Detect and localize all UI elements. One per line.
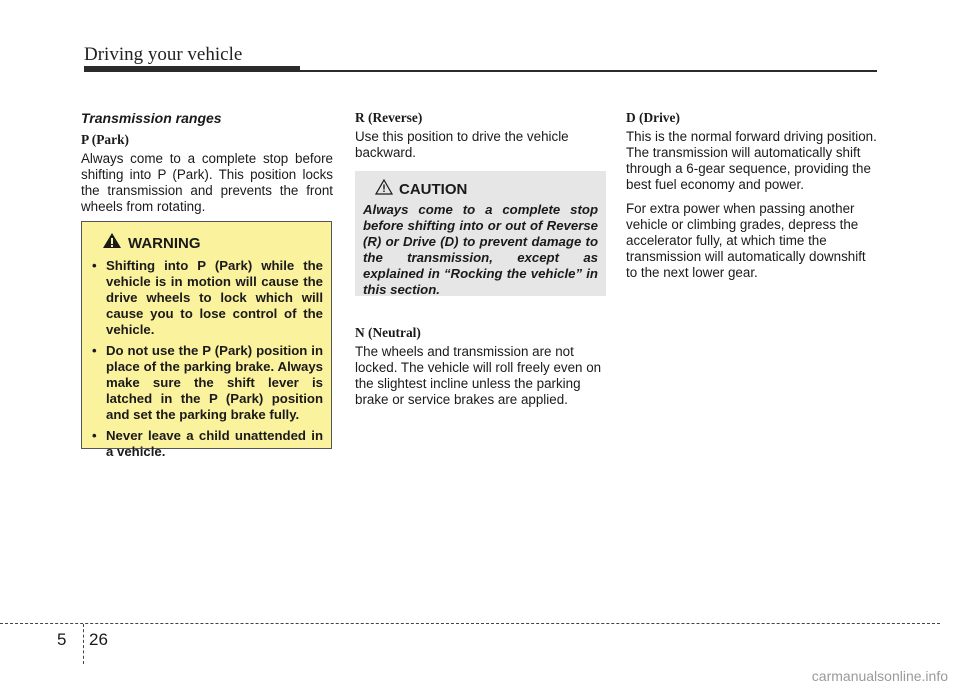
drive-heading: D (Drive): [626, 110, 680, 125]
warning-icon: [102, 232, 122, 254]
warning-list: [90, 258, 323, 460]
warning-box: [81, 221, 332, 459]
caution-text: Always come to a complete stop before shifting into or out of Reverse (R) or Drive (D) to prevent damage to the transmission, except as explained in “Rocking the vehicle” in this section.: [363, 202, 598, 297]
column-park: [81, 110, 333, 215]
neutral-heading: N (Neutral): [355, 325, 421, 340]
reverse-block: [355, 110, 607, 161]
chapter-number: 5: [57, 630, 67, 649]
reverse-heading: R (Reverse): [355, 110, 423, 125]
park-heading: P (Park): [81, 132, 129, 147]
page-header-title: Driving your vehicle: [84, 44, 243, 65]
caution-box: [355, 171, 606, 296]
neutral-block: [355, 325, 607, 408]
header-rule-thick: [84, 66, 300, 72]
caution-icon: [375, 179, 393, 200]
warning-label: WARNING: [128, 234, 201, 252]
watermark-text: carmanualsonline.info: [811, 668, 948, 684]
park-text: Always come to a complete stop before shifting into P (Park). This position locks the transmission and prevents the front wheels from rotating.: [81, 151, 333, 214]
column-drive: [626, 110, 878, 281]
warning-item: • Do not use the P (Park) position in place of the parking brake. Always make sure the shift lever is latched in the P (Park) position and set the parking brake fully.: [90, 343, 323, 423]
caution-header: [375, 179, 598, 200]
section-heading: Transmission ranges: [81, 110, 222, 126]
page-number: 26: [89, 630, 108, 649]
footer-divider: [83, 624, 84, 664]
caution-label: CAUTION: [399, 181, 468, 198]
warning-item: • Shifting into P (Park) while the vehicle is in motion will cause the drive wheels to lock which will cause you to lose control of the vehicle.: [90, 258, 323, 338]
reverse-text: Use this position to drive the vehicle backward.: [355, 129, 569, 160]
drive-text: This is the normal forward driving position. The transmission will automatically shift through a 6-gear sequence, providing the best fuel economy and power.: [626, 129, 877, 192]
warning-item: • Never leave a child unattended in a vehicle.: [90, 428, 323, 460]
warning-header: [102, 232, 323, 254]
header-rule-thin: [300, 70, 877, 72]
footer-rule: [0, 623, 940, 624]
drive-text: For extra power when passing another vehicle or climbing grades, depress the accelerator fully, at which time the transmission will automatically downshift to the next lower gear.: [626, 201, 866, 280]
neutral-text: The wheels and transmission are not locked. The vehicle will roll freely even on the slightest incline unless the parking brake or service brakes are applied.: [355, 344, 602, 407]
